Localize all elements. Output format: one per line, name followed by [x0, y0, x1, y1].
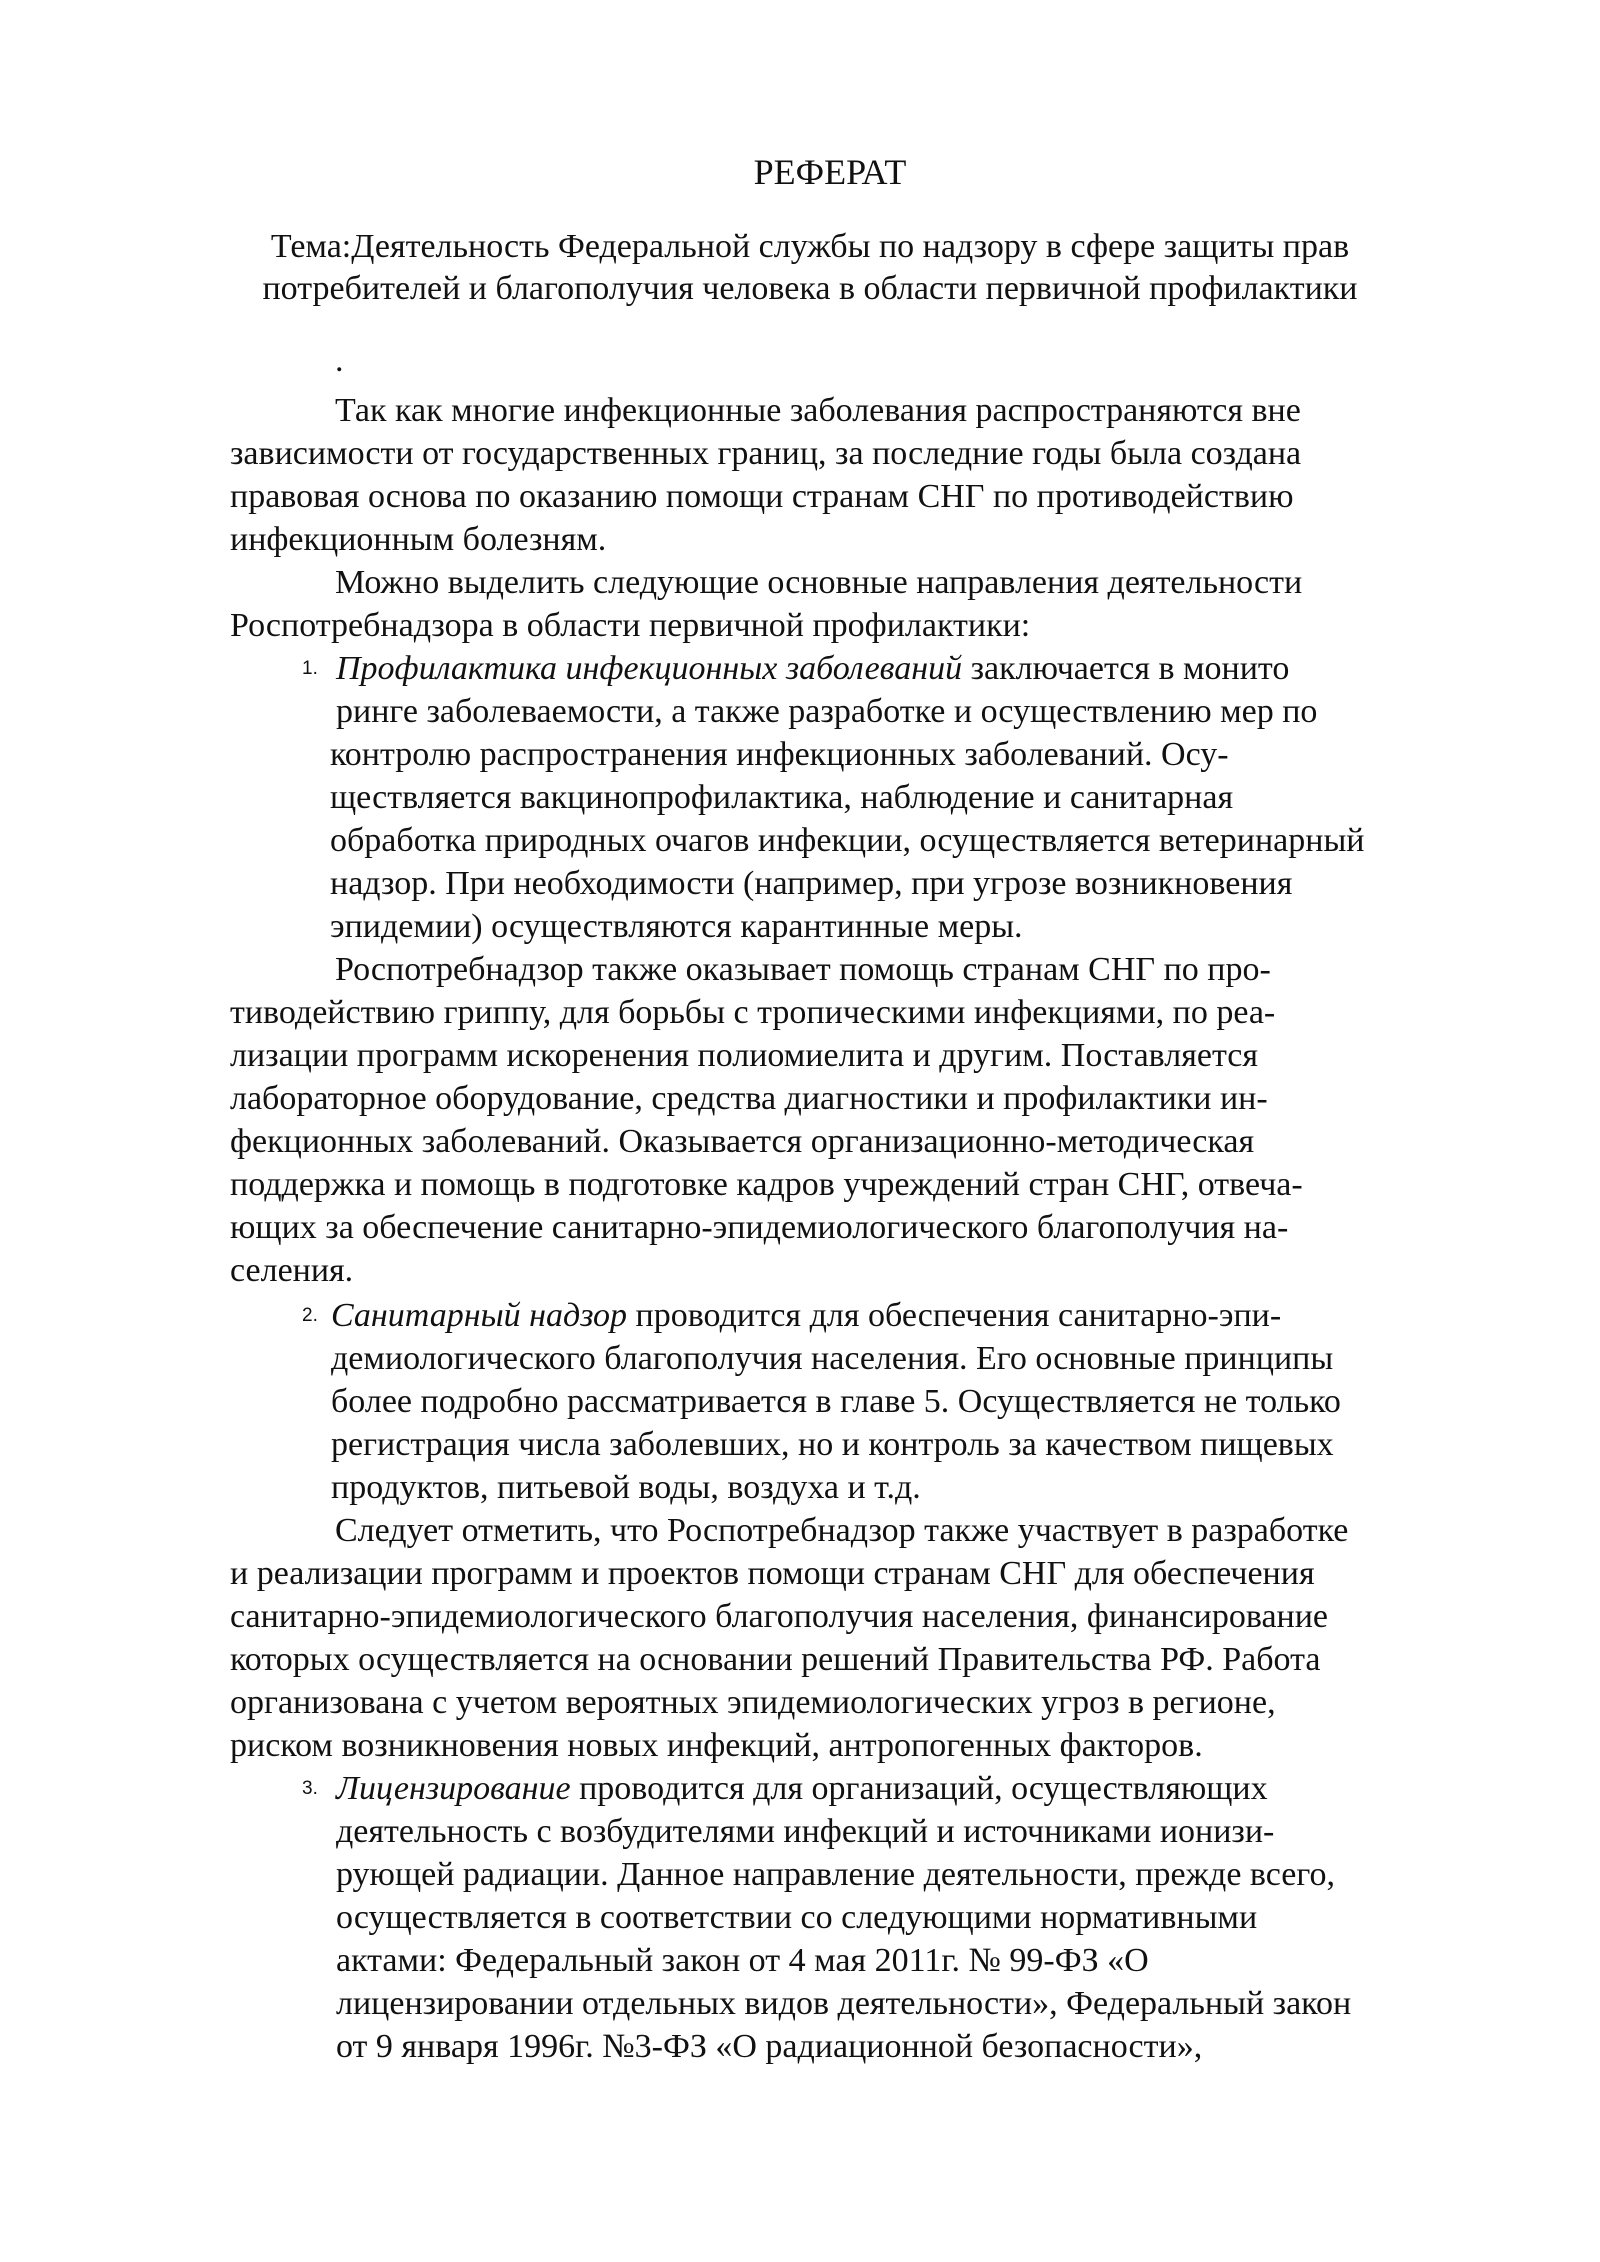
list-item-line: ществляется вакцинопрофилактика, наблюдение и санитарная — [330, 779, 1234, 816]
paragraph-line: инфекционным болезням. — [230, 521, 607, 558]
list-item-first-line — [331, 1294, 1341, 1337]
document-title: РЕФЕРАТ — [753, 152, 907, 192]
paragraph-line: Так как многие инфекционные заболевания распространяются вне — [335, 392, 1301, 429]
list-item-line: осуществляется в соответствии со следующими нормативными — [336, 1899, 1258, 1936]
paragraph-line: поддержка и помощь в подготовке кадров учреждений стран СНГ, отвеча- — [230, 1166, 1303, 1203]
paragraph-line: санитарно-эпидемиологического благополучия населения, финансирование — [230, 1598, 1329, 1635]
paragraph-line: риском возникновения новых инфекций, антропогенных факторов. — [230, 1727, 1203, 1764]
paragraph-line: лизации программ искоренения полиомиелита и другим. Поставляется — [230, 1037, 1258, 1074]
paragraph-line: Можно выделить следующие основные направления деятельности — [335, 564, 1303, 601]
list-item-3 — [336, 1767, 1351, 2068]
paragraph-4 — [230, 1509, 1348, 1767]
list-item-text: проводится для организаций, осуществляющих — [570, 1770, 1268, 1807]
list-number-3: 3. — [302, 1778, 318, 1799]
paragraph-line: правовая основа по оказанию помощи странам СНГ по противодействию — [230, 478, 1294, 515]
list-item-line: рующей радиации. Данное направление деятельности, прежде всего, — [336, 1856, 1335, 1893]
list-number-1: 1. — [302, 658, 318, 679]
list-item-line: обработка природных очагов инфекции, осуществляется ветеринарный — [330, 822, 1365, 859]
list-item-line: более подробно рассматривается в главе 5. Осуществляется не только — [331, 1383, 1341, 1420]
paragraph-1 — [230, 389, 1301, 561]
list-item-line: надзор. При необходимости (например, при угрозе возникновения — [330, 865, 1293, 902]
list-number-2: 2. — [302, 1305, 318, 1326]
topic-line: потребителей и благополучия человека в области первичной профилактики — [262, 270, 1358, 307]
paragraph-3 — [230, 948, 1303, 1292]
list-item-1 — [330, 647, 1365, 948]
list-item-line: ринге заболеваемости, а также разработке и осуществлению мер по — [336, 693, 1318, 730]
paragraph-line: организована с учетом вероятных эпидемиологических угроз в регионе, — [230, 1684, 1276, 1721]
list-item-text: заключается в монито — [962, 650, 1290, 687]
list-item-line: контролю распространения инфекционных заболеваний. Осу- — [330, 736, 1229, 773]
list-item-term: Санитарный надзор — [331, 1297, 628, 1334]
list-item-term: Лицензирование — [336, 1770, 571, 1807]
list-item-line: регистрация числа заболевших, но и контроль за качеством пищевых — [331, 1426, 1334, 1463]
document-topic — [0, 226, 1600, 310]
paragraph-line: Роспотребнадзора в области первичной профилактики: — [230, 607, 1031, 644]
paragraph-line: и реализации программ и проектов помощи странам СНГ для обеспечения — [230, 1555, 1315, 1592]
list-item-line: продуктов, питьевой воды, воздуха и т.д. — [331, 1469, 921, 1506]
list-item-text: проводится для обеспечения санитарно-эпи- — [627, 1297, 1282, 1334]
paragraph-line: селения. — [230, 1252, 354, 1289]
paragraph-line: которых осуществляется на основании решений Правительства РФ. Работа — [230, 1641, 1321, 1678]
paragraph-line: ющих за обеспечение санитарно-эпидемиологического благополучия на- — [230, 1209, 1289, 1246]
list-item-line: от 9 января 1996г. №3-ФЗ «О радиационной безопасности», — [336, 2028, 1203, 2065]
topic-line: Тема:Деятельность Федеральной службы по надзору в сфере защиты прав — [270, 228, 1350, 265]
stray-dot: . — [335, 342, 344, 379]
list-item-first-line — [336, 647, 1365, 690]
paragraph-line: лабораторное оборудование, средства диагностики и профилактики ин- — [230, 1080, 1268, 1117]
list-item-first-line — [336, 1767, 1351, 1810]
list-item-term: Профилактика инфекционных заболеваний — [336, 650, 963, 687]
paragraph-2 — [230, 561, 1302, 647]
list-item-2 — [331, 1294, 1341, 1509]
paragraph-line: Роспотребнадзор также оказывает помощь странам СНГ по про- — [335, 951, 1271, 988]
list-item-line: лицензировании отдельных видов деятельности», Федеральный закон — [336, 1985, 1352, 2022]
list-item-line: демиологического благополучия населения. Его основные принципы — [331, 1340, 1334, 1377]
paragraph-line: тиводействию гриппу, для борьбы с тропическими инфекциями, по реа- — [230, 994, 1276, 1031]
paragraph-line: фекционных заболеваний. Оказывается организационно-методическая — [230, 1123, 1255, 1160]
paragraph-line: Следует отметить, что Роспотребнадзор также участвует в разработке — [335, 1512, 1349, 1549]
list-item-line: актами: Федеральный закон от 4 мая 2011г. № 99-ФЗ «О — [336, 1942, 1149, 1979]
paragraph-line: зависимости от государственных границ, за последние годы была создана — [230, 435, 1302, 472]
list-item-line: эпидемии) осуществляются карантинные меры. — [330, 908, 1023, 945]
list-item-line: деятельность с возбудителями инфекций и источниками ионизи- — [336, 1813, 1275, 1850]
